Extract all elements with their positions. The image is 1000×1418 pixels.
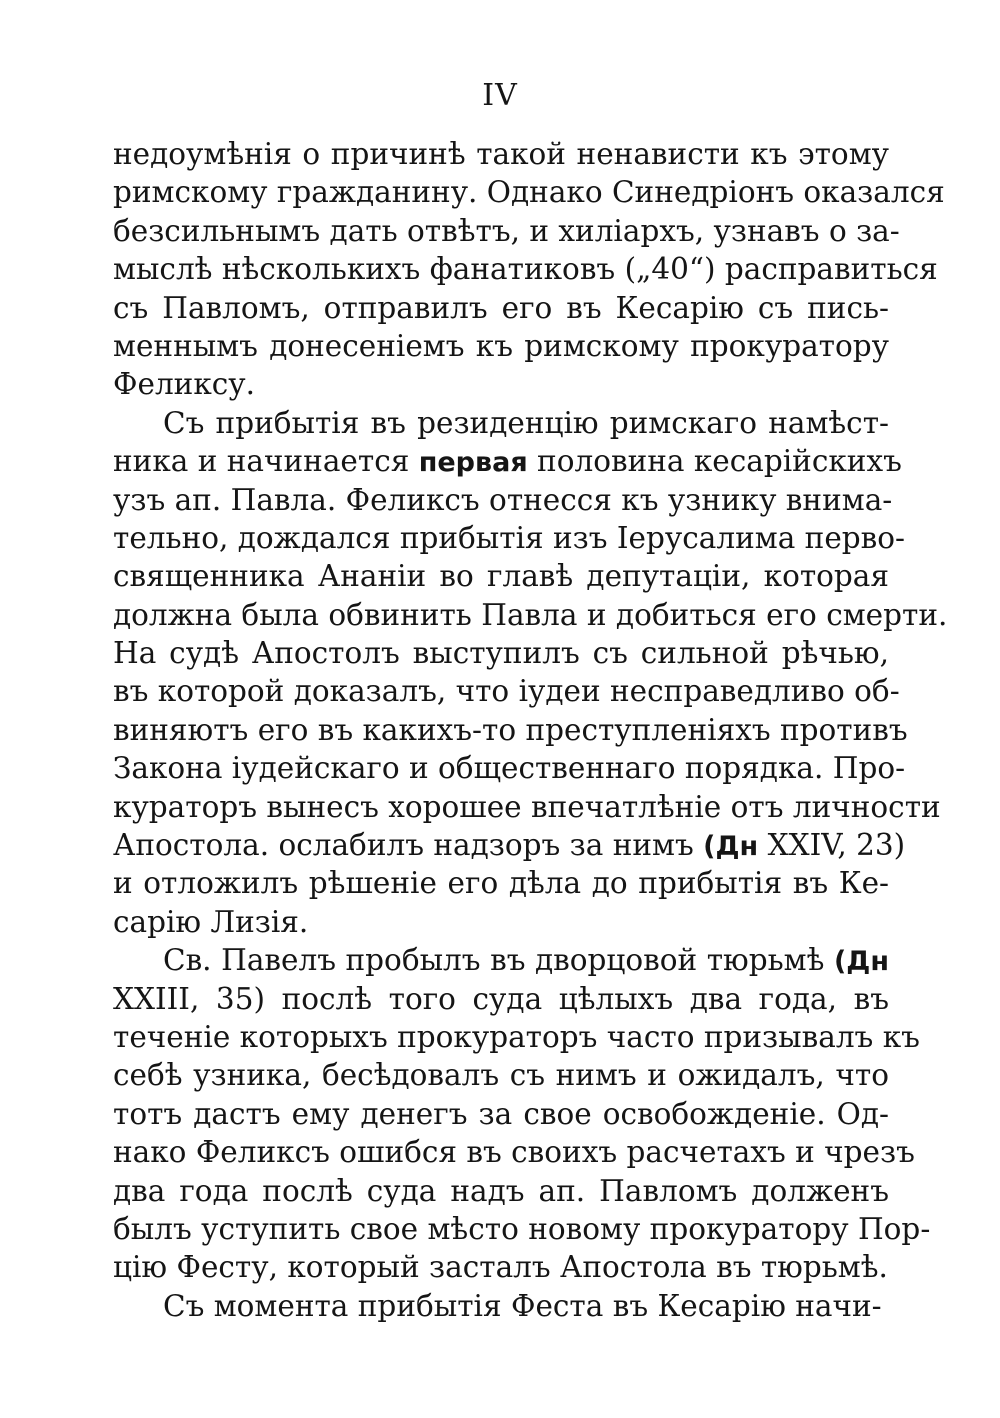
text-line: [113, 212, 900, 250]
bold-text-segment: (Дн: [703, 831, 759, 863]
text-line: [113, 749, 906, 787]
text-segment: недоумѣнія о причинѣ такой ненависти къ этому: [113, 137, 889, 171]
text-segment: Феликсу.: [113, 367, 256, 402]
text-segment: безсильнымъ дать отвѣтъ, и хиліархъ, узнавъ о за-: [113, 213, 900, 248]
text-line: [113, 1018, 920, 1056]
body-text: [113, 135, 948, 1325]
text-segment: съ Павломъ, отправилъ его въ Кесарію съ пись-: [113, 290, 889, 325]
text-segment: XXIV, 23): [758, 828, 906, 863]
text-line: [113, 557, 889, 595]
text-line: [113, 289, 889, 327]
page-number: IV: [482, 78, 518, 113]
text-segment: римскому гражданину. Однако Синедріонъ оказался: [113, 175, 945, 210]
text-segment: Св. Павелъ пробылъ въ дворцовой тюрьмѣ: [163, 943, 834, 978]
text-segment: XXIII, 35) послѣ того суда цѣлыхъ два года, въ: [113, 981, 889, 1016]
text-segment: два года послѣ суда надъ ап. Павломъ долженъ: [113, 1173, 889, 1208]
text-line: [113, 672, 900, 710]
text-segment: половина кесарійскихъ: [527, 444, 902, 479]
text-line: [113, 788, 941, 826]
text-line: [113, 1056, 889, 1094]
text-segment: былъ уступить свое мѣсто новому прокуратору Пор-: [113, 1211, 931, 1246]
text-line: [113, 173, 945, 211]
text-line: [113, 327, 889, 365]
text-segment: меннымъ донесеніемъ къ римскому прокуратору: [113, 328, 889, 363]
text-segment: теченіе которыхъ прокураторъ часто призывалъ къ: [113, 1019, 920, 1054]
text-line: [113, 596, 948, 634]
text-line: [113, 404, 889, 442]
bold-text-segment: первая: [418, 447, 528, 479]
text-segment: должна была обвинить Павла и добиться его смерти.: [113, 597, 948, 632]
text-line: [113, 519, 906, 557]
text-line: [113, 1287, 889, 1325]
text-line: [113, 1248, 889, 1286]
text-segment: кураторъ вынесъ хорошее впечатлѣніе отъ личности: [113, 789, 941, 824]
text-line: [113, 481, 893, 519]
text-segment: узъ ап. Павла. Феликсъ отнесся къ узнику внима-: [113, 482, 893, 517]
bold-text-segment: (Дн: [833, 946, 889, 978]
text-segment: Съ момента прибытія Феста въ Кесарію начи-: [163, 1288, 882, 1323]
text-line: [113, 365, 889, 403]
text-segment: На судѣ Апостолъ выступилъ съ сильной рѣчью,: [113, 636, 889, 671]
text-segment: Закона іудейскаго и общественнаго порядка. Про-: [113, 751, 906, 786]
text-segment: тотъ дастъ ему денегъ за свое освобожденіе. Од-: [113, 1096, 889, 1131]
text-line: [113, 711, 908, 749]
text-segment: ника и начинается: [113, 444, 419, 479]
text-line: [113, 864, 889, 902]
text-line: [113, 1133, 915, 1171]
text-line: [113, 826, 906, 864]
text-segment: сарію Лизія.: [113, 904, 309, 939]
text-segment: Съ прибытія въ резиденцію римскаго намѣст-: [163, 405, 889, 440]
text-line: [113, 941, 889, 979]
text-segment: и отложилъ рѣшеніе его дѣла до прибытія въ Ке-: [113, 866, 889, 901]
text-line: [113, 634, 889, 672]
text-line: [113, 980, 889, 1018]
text-line: [113, 442, 902, 480]
text-line: [113, 135, 889, 173]
text-segment: мыслѣ нѣсколькихъ фанатиковъ („40“) расправиться: [113, 252, 938, 287]
text-segment: цію Фесту, который засталъ Апостола въ тюрьмѣ.: [113, 1250, 888, 1285]
text-segment: священника Ананіи во главѣ депутаціи, которая: [113, 559, 889, 594]
text-segment: нако Феликсъ ошибся въ своихъ расчетахъ и чрезъ: [113, 1135, 915, 1170]
text-line: [113, 250, 938, 288]
text-segment: въ которой доказалъ, что іудеи несправедливо об-: [113, 674, 900, 709]
text-segment: Апостола. ослабилъ надзоръ за нимъ: [113, 828, 704, 863]
text-line: [113, 1172, 889, 1210]
text-segment: тельно, дождался прибытія изъ Іерусалима перво-: [113, 520, 906, 555]
text-line: [113, 903, 889, 941]
text-line: [113, 1095, 889, 1133]
text-segment: себѣ узника, бесѣдовалъ съ нимъ и ожидалъ, что: [113, 1058, 889, 1093]
text-segment: виняютъ его въ какихъ-то преступленіяхъ противъ: [113, 712, 908, 747]
text-line: [113, 1210, 931, 1248]
